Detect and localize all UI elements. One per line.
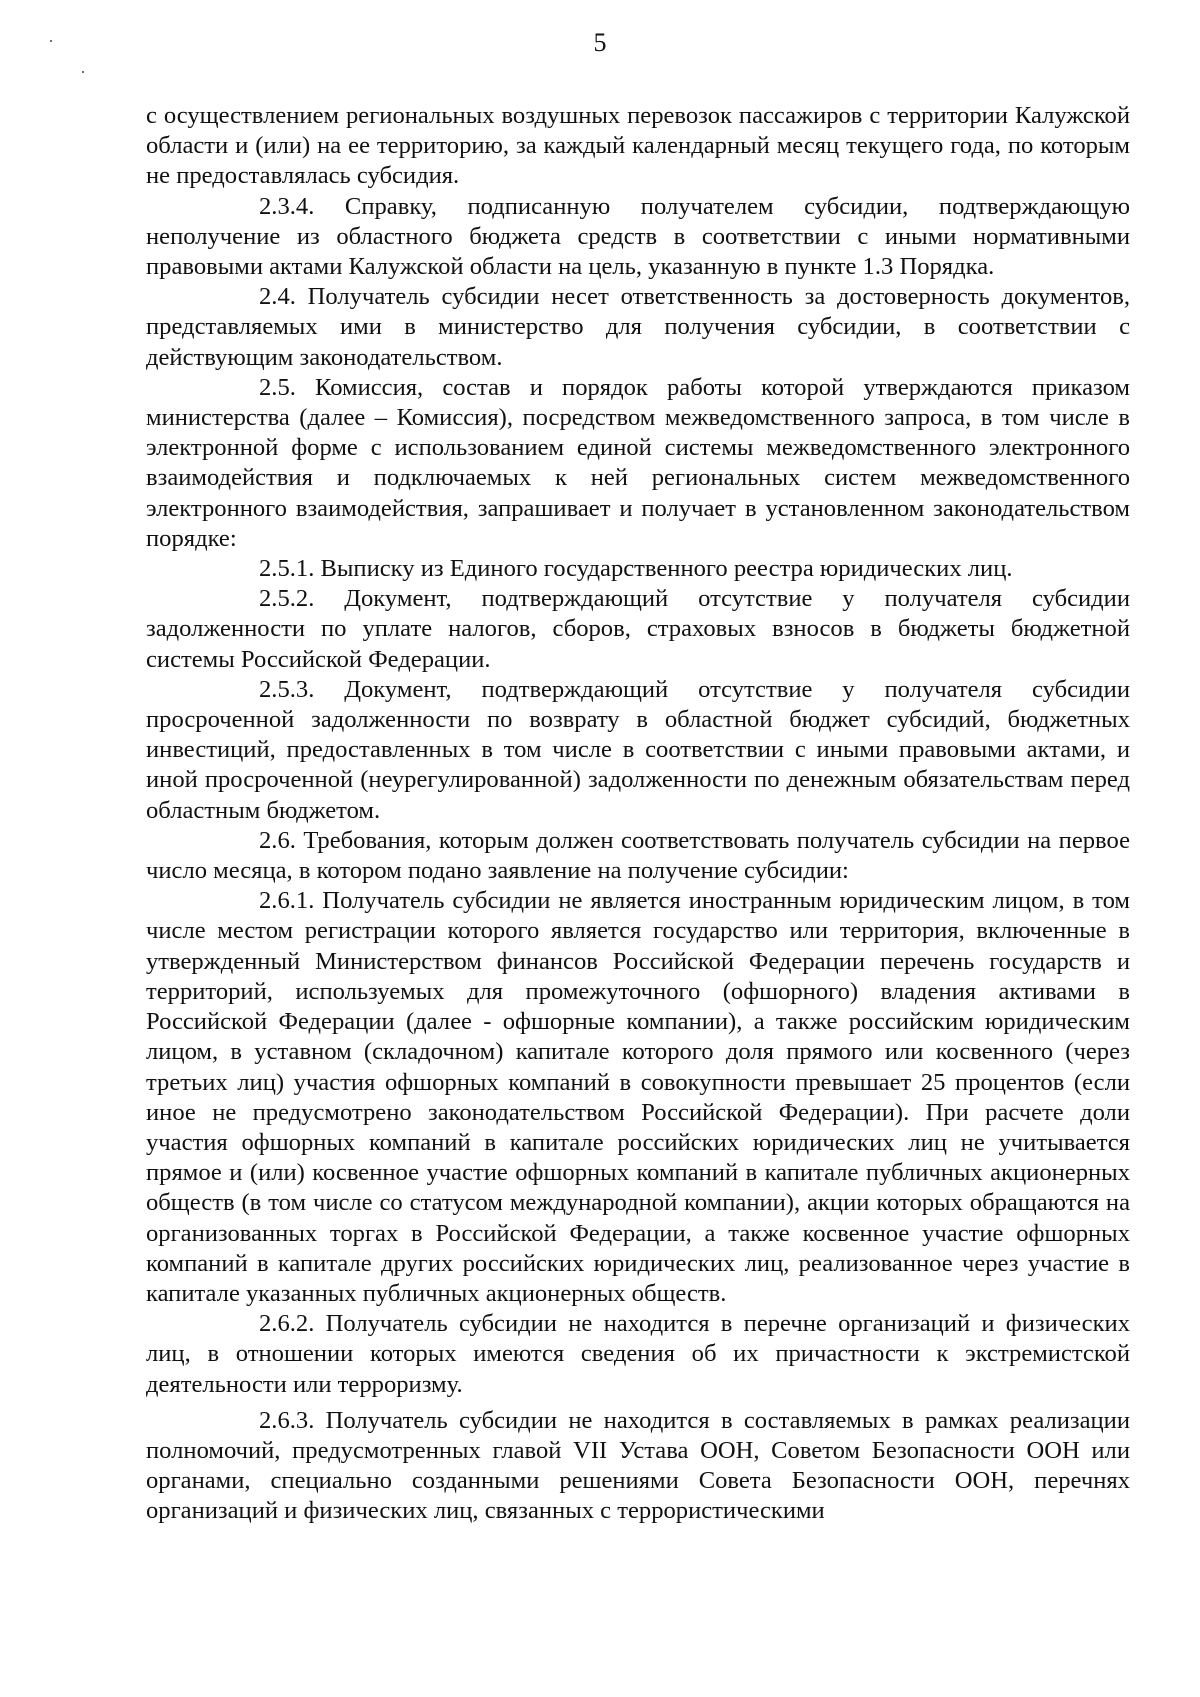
paragraph-2-5-3: 2.5.3. Документ, подтверждающий отсутствие у получателя субсидии просроченной задолженности по возврату в областной бюджет субсидий, бюджетных инвестиций, предоставленных в том числе в соответствии с иными правовыми актами, и иной просроченной (неурегулированной) задолженности по денежным обязательствам перед областным бюджетом. [146, 675, 1130, 824]
paragraph-2-6-3: 2.6.3. Получатель субсидии не находится в составляемых в рамках реализации полномочий, предусмотренных главой VII Устава ООН, Советом Безопасности ООН или органами, специально созданными решениями Совета Безопасности ООН, перечнях организаций и физических лиц, связанных с террористическими [146, 1406, 1130, 1525]
paragraph-2-5-1: 2.5.1. Выписку из Единого государственного реестра юридических лиц. [259, 555, 1013, 583]
paragraph-2-3-4: 2.3.4. Справку, подписанную получателем субсидии, подтверждающую неполучение из областного бюджета средств в соответствии с иными нормативными правовыми актами Калужской области на цель, указанную в пункте 1.3 Порядка. [146, 192, 1130, 281]
paragraph-2-6-1: 2.6.1. Получатель субсидии не является иностранным юридическим лицом, в том числе местом регистрации которого является государство или территория, включенные в утвержденный Министерством финансов Российской Федерации перечень государств и территорий, используемых для промежуточного (офшорного) владения активами в Российской Федерации (далее - офшорные компании), а также российским юридическим лицом, в уставном (складочном) капитале которого доля прямого или косвенного (через третьих лиц) участия офшорных компаний в совокупности превышает 25 процентов (если иное не предусмотрено законодательством Российской Федерации). При расчете доли участия офшорных компаний в капитале российских юридических лиц не учитывается прямое и (или) косвенное участие офшорных компаний в капитале публичных акционерных обществ (в том числе со статусом международной компании), акции которых обращаются на организованных торгах в Российской Федерации, а также косвенное участие офшорных компаний в капитале других российских юридических лиц, реализованное через участие в капитале указанных публичных акционерных обществ. [146, 887, 1130, 1307]
paragraph-2-5-2: 2.5.2. Документ, подтверждающий отсутствие у получателя субсидии задолженности по уплате налогов, сборов, страховых взносов в бюджеты бюджетной системы Российской Федерации. [146, 585, 1130, 673]
document-body [146, 101, 1130, 1527]
page-number: 5 [593, 28, 607, 57]
paragraph-2-4: 2.4. Получатель субсидии несет ответственность за достоверность документов, представляемых ими в министерство для получения субсидии, в соответствии с действующим законодательством. [146, 283, 1130, 371]
paragraph-continuation: с осуществлением региональных воздушных перевозок пассажиров с территории Калужской области и (или) на ее территорию, за каждый календарный месяц текущего года, по которым не предоставлялась субсидия. [146, 102, 1130, 190]
scan-speck [82, 71, 84, 73]
paragraph-2-5: 2.5. Комиссия, состав и порядок работы которой утверждаются приказом министерства (далее – Комиссия), посредством межведомственного запроса, в том числе в электронной форме с использованием единой системы межведомственного электронного взаимодействия и подключаемых к ней региональных систем межведомственного электронного взаимодействия, запрашивает и получает в установленном законодательством порядке: [146, 373, 1130, 552]
paragraph-2-6: 2.6. Требования, которым должен соответствовать получатель субсидии на первое число месяца, в котором подано заявление на получение субсидии: [146, 826, 1130, 885]
paragraph-2-6-2: 2.6.2. Получатель субсидии не находится в перечне организаций и физических лиц, в отношении которых имеются сведения об их причастности к экстремистской деятельности или терроризму. [146, 1310, 1130, 1398]
